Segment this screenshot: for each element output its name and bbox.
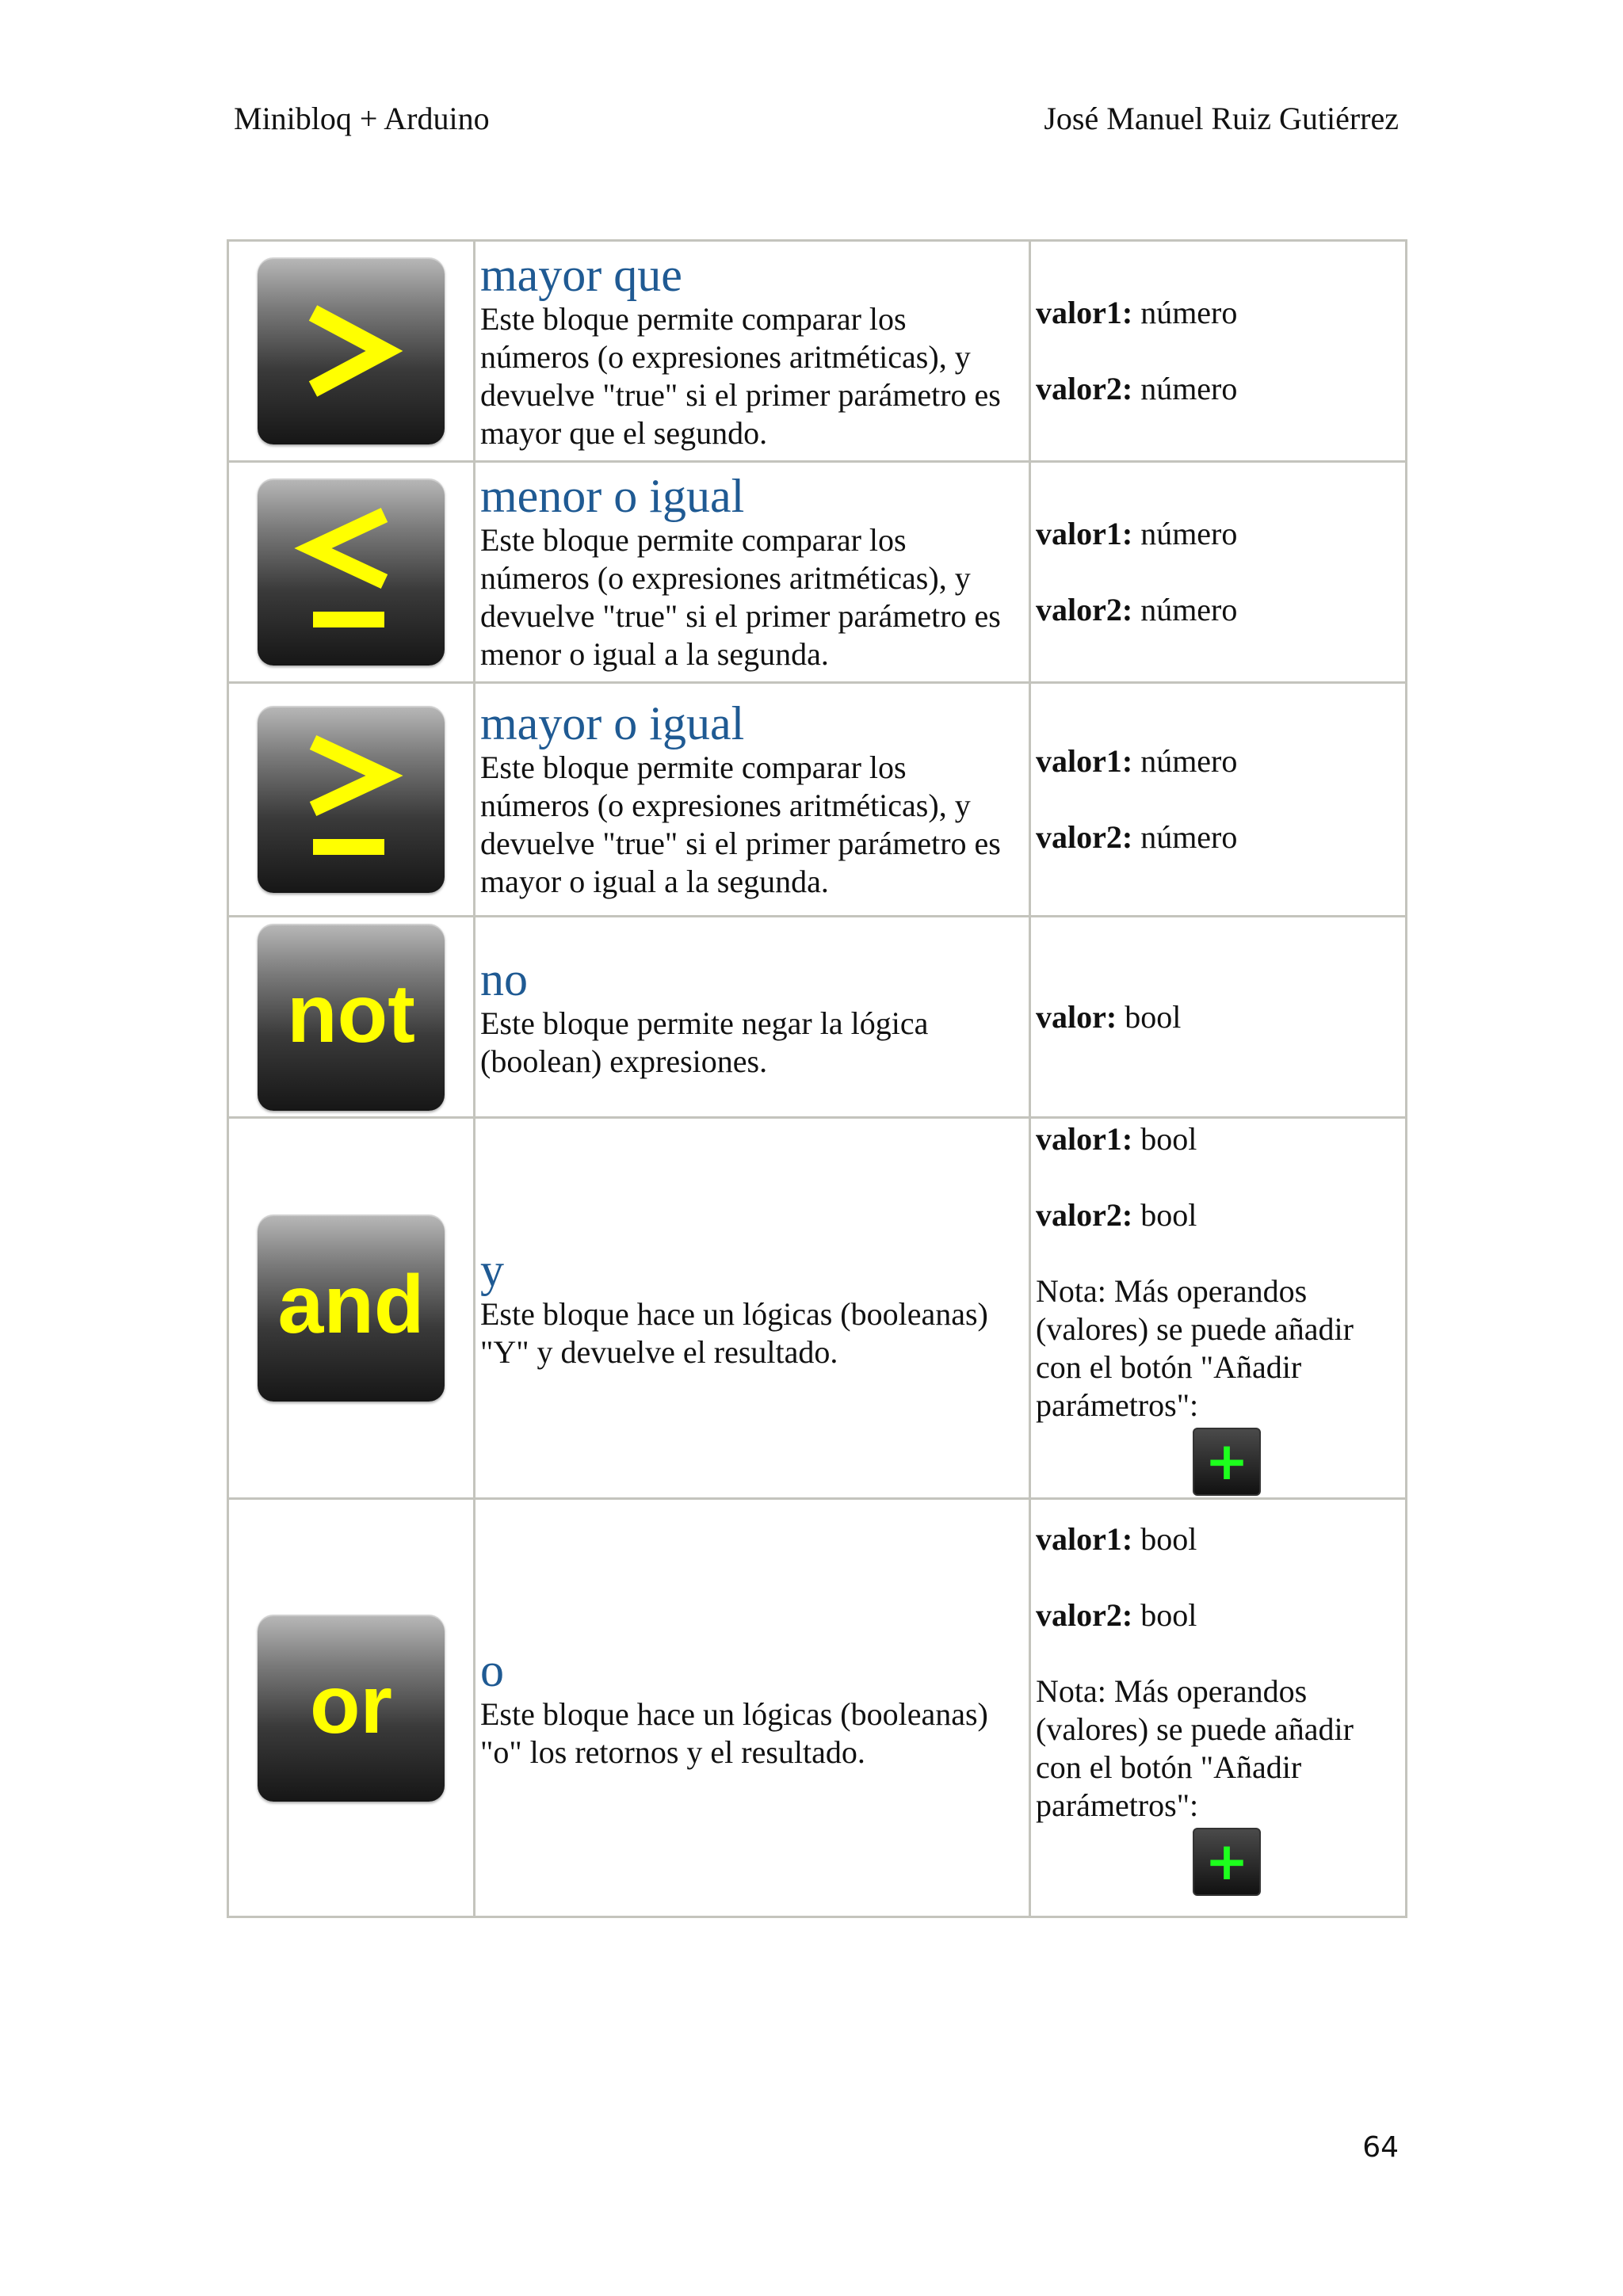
param-type: número: [1140, 592, 1238, 627]
param-line: [1036, 1520, 1399, 1558]
or-block-icon: [258, 1615, 445, 1802]
param-name: valor1:: [1036, 1121, 1133, 1157]
param-name: valor:: [1036, 998, 1117, 1035]
param-type: número: [1140, 371, 1238, 406]
param-name: valor2:: [1036, 1197, 1133, 1233]
and-block-icon: [258, 1215, 445, 1402]
not-block-icon: [258, 924, 445, 1111]
block-description: Este bloque permite comparar los números (o expresiones aritméticas), y devuelve "true" si el primer parámetro es mayor o igual a la segunda.: [480, 749, 1001, 899]
param-line: [1036, 370, 1399, 408]
param-line: [1036, 515, 1399, 553]
table-row: [228, 241, 1407, 462]
param-name: valor1:: [1036, 516, 1133, 551]
param-type: número: [1140, 743, 1238, 779]
param-line: [1036, 742, 1399, 780]
param-type: bool: [1140, 1121, 1197, 1157]
param-type: número: [1140, 516, 1238, 551]
param-name: valor1:: [1036, 1520, 1133, 1557]
greater-or-equal-icon: [258, 706, 445, 893]
block-title: y: [480, 1244, 504, 1296]
note-text: Nota: Más operandos (valores) se puede añadir con el botón "Añadir parámetros":: [1036, 1672, 1354, 1823]
param-name: valor1:: [1036, 743, 1133, 779]
add-parameter-button[interactable]: +: [1193, 1828, 1261, 1896]
table-row: [228, 462, 1407, 683]
param-type: bool: [1140, 1520, 1197, 1557]
block-description: Este bloque permite comparar los números (o expresiones aritméticas), y devuelve "true" si el primer parámetro es menor o igual a la segunda.: [480, 522, 1001, 672]
table-row: [228, 1118, 1407, 1499]
param-type: bool: [1140, 1596, 1197, 1633]
block-title: no: [480, 952, 528, 1005]
table-row: [228, 917, 1407, 1118]
param-line: [1036, 591, 1399, 629]
param-line: [1036, 818, 1399, 856]
block-description: Este bloque hace un lógicas (booleanas) "o" los retornos y el resultado.: [480, 1695, 988, 1770]
param-name: valor2:: [1036, 371, 1133, 406]
header-title: Minibloq + Arduino: [234, 101, 490, 136]
param-line: [1036, 294, 1399, 332]
operators-table: [227, 239, 1407, 1918]
param-type: bool: [1140, 1197, 1197, 1233]
param-name: valor2:: [1036, 592, 1133, 627]
param-line: [1036, 1596, 1399, 1634]
block-title: o: [480, 1643, 504, 1696]
icon-text: or: [310, 1658, 392, 1751]
param-type: número: [1140, 819, 1238, 855]
param-line: [1036, 1196, 1399, 1234]
param-line: [1036, 1120, 1399, 1158]
icon-text: not: [287, 967, 415, 1060]
param-type: número: [1140, 295, 1238, 330]
table-row: [228, 683, 1407, 917]
header-author: José Manuel Ruiz Gutiérrez: [1044, 101, 1399, 136]
note-text: Nota: Más operandos (valores) se puede añadir con el botón "Añadir parámetros":: [1036, 1273, 1354, 1423]
block-description: Este bloque permite negar la lógica (boolean) expresiones.: [480, 1005, 929, 1079]
param-name: valor1:: [1036, 295, 1133, 330]
greater-than-icon: [258, 257, 445, 444]
param-line: [1036, 998, 1399, 1036]
block-description: Este bloque permite comparar los números (o expresiones aritméticas), y devuelve "true" si el primer parámetro es mayor que el segundo.: [480, 301, 1001, 451]
block-title: mayor o igual: [480, 697, 745, 749]
block-description: Este bloque hace un lógicas (booleanas) "Y" y devuelve el resultado.: [480, 1296, 988, 1370]
less-or-equal-icon: [258, 479, 445, 666]
param-type: bool: [1125, 998, 1182, 1035]
block-title: menor o igual: [480, 470, 745, 522]
icon-text: and: [277, 1259, 425, 1351]
page-number: 64: [1362, 2131, 1399, 2164]
param-name: valor2:: [1036, 819, 1133, 855]
add-parameter-button[interactable]: +: [1193, 1428, 1261, 1496]
table-row: [228, 1499, 1407, 1917]
block-title: mayor que: [480, 249, 682, 301]
param-name: valor2:: [1036, 1596, 1133, 1633]
